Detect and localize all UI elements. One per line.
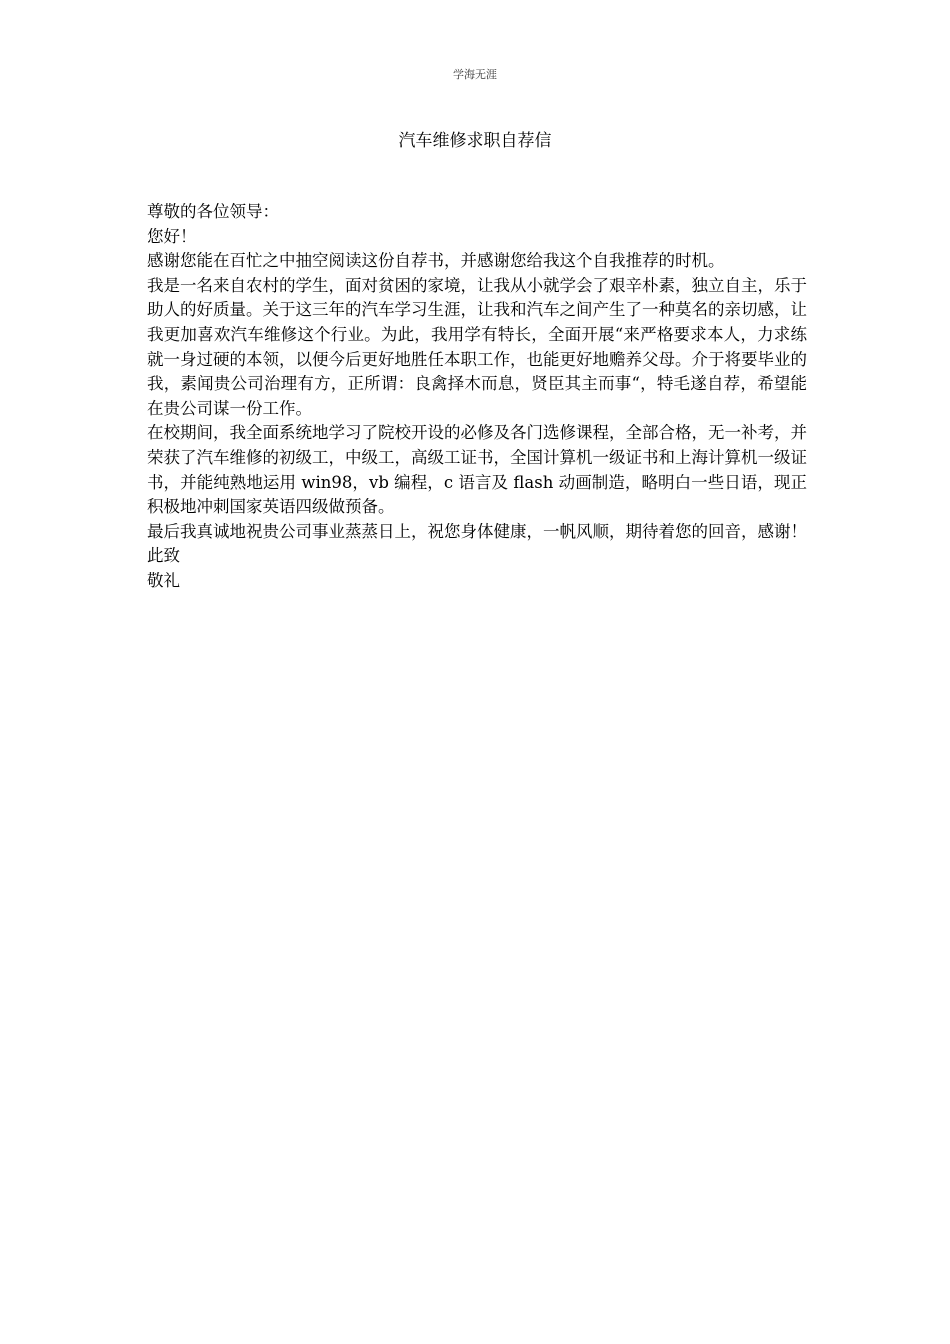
regards: 敬礼 bbox=[147, 570, 180, 590]
greeting: 您好！ bbox=[147, 226, 197, 246]
paragraph-thanks: 感谢您能在百忙之中抽空阅读这份自荐书，并感谢您给我这个自我推荐的时机。 bbox=[147, 251, 725, 271]
paragraph-wishes: 最后我真诚地祝贵公司事业蒸蒸日上，祝您身体健康，一帆风顺，期待着您的回音，感谢！ bbox=[147, 521, 807, 541]
page-header: 学海无涯 bbox=[453, 68, 497, 81]
paragraph-background: 我是一名来自农村的学生，面对贫困的家境，让我从小就学会了艰辛朴素，独立自主，乐于助人的好质量。关于这三年的汽车学习生涯，让我和汽车之间产生了一种莫名的亲切感，让我更加喜欢汽车维修这个行业。为此，我用学有特长，全面开展“来严格要求本人，力求练就一身过硬的本领，以便今后更好地胜任本职工作，也能更好地赡养父母。介于将要毕业的我，素闻贵公司治理有方，正所谓：良禽择木而息，贤臣其主而事“，特毛遂自荐，希望能在贵公司谋一份工作。 bbox=[147, 275, 807, 418]
paragraph-education: 在校期间，我全面系统地学习了院校开设的必修及各门选修课程，全部合格，无一补考，并荣获了汽车维修的初级工，中级工，高级工证书，全国计算机一级证书和上海计算机一级证书，并能纯熟地运用 win98，vb 编程，c 语言及 flash 动画制造，略明白一些日语，现正积极地冲刺国家英语四级做预备。 bbox=[147, 423, 807, 517]
document-title: 汽车维修求职自荐信 bbox=[398, 131, 552, 151]
letter-body bbox=[147, 200, 807, 594]
closing: 此致 bbox=[147, 546, 180, 566]
salutation: 尊敬的各位领导： bbox=[147, 202, 279, 221]
